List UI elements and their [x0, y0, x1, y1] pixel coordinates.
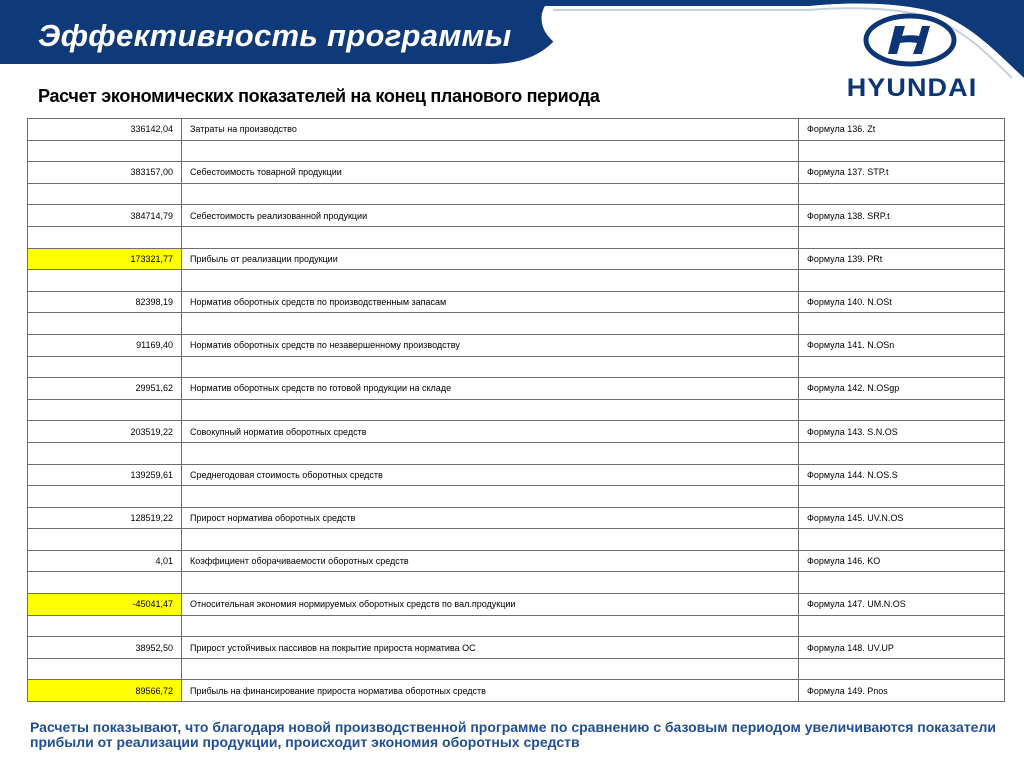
description-cell: Норматив оборотных средств по незавершенному производству	[182, 334, 799, 356]
table-row	[28, 119, 1005, 141]
empty-cell	[182, 313, 799, 335]
conclusion-text: Расчеты показывают, что благодаря новой производственной программе по сравнению с базовым периодом увеличиваются показатели прибыли от реализации продукции, происходит экономия оборотных средств	[30, 719, 996, 750]
slide-title: Эффективность программы	[38, 18, 512, 53]
spacer-row	[28, 270, 1005, 292]
spacer-row	[28, 226, 1005, 248]
empty-cell	[799, 270, 1005, 292]
value-cell: -45041,47	[28, 594, 182, 616]
hyundai-logo	[838, 10, 988, 100]
empty-cell	[799, 356, 1005, 378]
description-cell: Прибыль на финансирование прироста норматива оборотных средств	[182, 680, 799, 702]
formula-cell: Формула 145. UV.N.OS	[799, 507, 1005, 529]
spacer-row	[28, 442, 1005, 464]
table-row	[28, 162, 1005, 184]
empty-cell	[182, 486, 799, 508]
empty-cell	[799, 615, 1005, 637]
empty-cell	[182, 226, 799, 248]
empty-cell	[182, 529, 799, 551]
description-cell: Норматив оборотных средств по производственным запасам	[182, 291, 799, 313]
spacer-row	[28, 615, 1005, 637]
value-cell: 82398,19	[28, 291, 182, 313]
spacer-row	[28, 183, 1005, 205]
empty-cell	[28, 529, 182, 551]
spacer-row	[28, 658, 1005, 680]
spacer-row	[28, 313, 1005, 335]
description-cell: Коэффициент оборачиваемости оборотных средств	[182, 550, 799, 572]
value-cell: 38952,50	[28, 637, 182, 659]
value-cell: 139259,61	[28, 464, 182, 486]
empty-cell	[28, 183, 182, 205]
empty-cell	[182, 442, 799, 464]
formula-cell: Формула 138. SRP.t	[799, 205, 1005, 227]
formula-cell: Формула 147. UM.N.OS	[799, 594, 1005, 616]
value-cell: 128519,22	[28, 507, 182, 529]
formula-cell: Формула 149. Pnos	[799, 680, 1005, 702]
empty-cell	[182, 399, 799, 421]
empty-cell	[182, 356, 799, 378]
empty-cell	[799, 183, 1005, 205]
formula-cell: Формула 144. N.OS.S	[799, 464, 1005, 486]
table-row	[28, 550, 1005, 572]
empty-cell	[28, 615, 182, 637]
empty-cell	[799, 399, 1005, 421]
table-row	[28, 248, 1005, 270]
hyundai-logo-text: HYUNDAI	[846, 74, 978, 102]
empty-cell	[799, 442, 1005, 464]
empty-cell	[28, 572, 182, 594]
empty-cell	[182, 183, 799, 205]
formula-cell: Формула 141. N.OSn	[799, 334, 1005, 356]
empty-cell	[182, 572, 799, 594]
spacer-row	[28, 572, 1005, 594]
empty-cell	[28, 658, 182, 680]
value-cell: 173321,77	[28, 248, 182, 270]
spacer-row	[28, 529, 1005, 551]
empty-cell	[182, 615, 799, 637]
empty-cell	[182, 270, 799, 292]
empty-cell	[28, 270, 182, 292]
table-row	[28, 334, 1005, 356]
value-cell: 203519,22	[28, 421, 182, 443]
empty-cell	[28, 140, 182, 162]
value-cell: 89566,72	[28, 680, 182, 702]
formula-cell: Формула 136. Zt	[799, 119, 1005, 141]
description-cell: Себестоимость реализованной продукции	[182, 205, 799, 227]
table-row	[28, 205, 1005, 227]
description-cell: Прирост устойчивых пассивов на покрытие прироста норматива ОС	[182, 637, 799, 659]
spacer-row	[28, 399, 1005, 421]
page-subtitle: Расчет экономических показателей на конец планового периода	[38, 86, 600, 106]
empty-cell	[28, 226, 182, 248]
empty-cell	[799, 572, 1005, 594]
table-row	[28, 291, 1005, 313]
description-cell: Относительная экономия нормируемых оборотных средств по вал.продукции	[182, 594, 799, 616]
table-row	[28, 594, 1005, 616]
description-cell: Среднегодовая стоимость оборотных средств	[182, 464, 799, 486]
indicators-table	[27, 118, 1005, 702]
description-cell: Совокупный норматив оборотных средств	[182, 421, 799, 443]
formula-cell: Формула 142. N.OSgp	[799, 378, 1005, 400]
empty-cell	[28, 313, 182, 335]
table-row	[28, 421, 1005, 443]
description-cell: Прирост норматива оборотных средств	[182, 507, 799, 529]
spacer-row	[28, 356, 1005, 378]
table-row	[28, 680, 1005, 702]
description-cell: Себестоимость товарной продукции	[182, 162, 799, 184]
table-row	[28, 507, 1005, 529]
table-row	[28, 464, 1005, 486]
empty-cell	[799, 226, 1005, 248]
indicators-table-body	[28, 119, 1005, 702]
empty-cell	[799, 658, 1005, 680]
empty-cell	[182, 658, 799, 680]
empty-cell	[799, 529, 1005, 551]
empty-cell	[28, 486, 182, 508]
formula-cell: Формула 148. UV.UP	[799, 637, 1005, 659]
spacer-row	[28, 486, 1005, 508]
empty-cell	[182, 140, 799, 162]
value-cell: 336142,04	[28, 119, 182, 141]
description-cell: Норматив оборотных средств по готовой продукции на складе	[182, 378, 799, 400]
empty-cell	[799, 140, 1005, 162]
hyundai-logo-icon	[862, 12, 958, 68]
value-cell: 29951,62	[28, 378, 182, 400]
formula-cell: Формула 140. N.OSt	[799, 291, 1005, 313]
empty-cell	[28, 442, 182, 464]
formula-cell: Формула 139. PRt	[799, 248, 1005, 270]
spacer-row	[28, 140, 1005, 162]
table-row	[28, 378, 1005, 400]
description-cell: Прибыль от реализации продукции	[182, 248, 799, 270]
description-cell: Затраты на производство	[182, 119, 799, 141]
formula-cell: Формула 137. STP.t	[799, 162, 1005, 184]
value-cell: 4,01	[28, 550, 182, 572]
formula-cell: Формула 143. S.N.OS	[799, 421, 1005, 443]
empty-cell	[799, 486, 1005, 508]
empty-cell	[799, 313, 1005, 335]
formula-cell: Формула 146. KO	[799, 550, 1005, 572]
empty-cell	[28, 356, 182, 378]
value-cell: 383157,00	[28, 162, 182, 184]
value-cell: 91169,40	[28, 334, 182, 356]
value-cell: 384714,79	[28, 205, 182, 227]
empty-cell	[28, 399, 182, 421]
table-row	[28, 637, 1005, 659]
